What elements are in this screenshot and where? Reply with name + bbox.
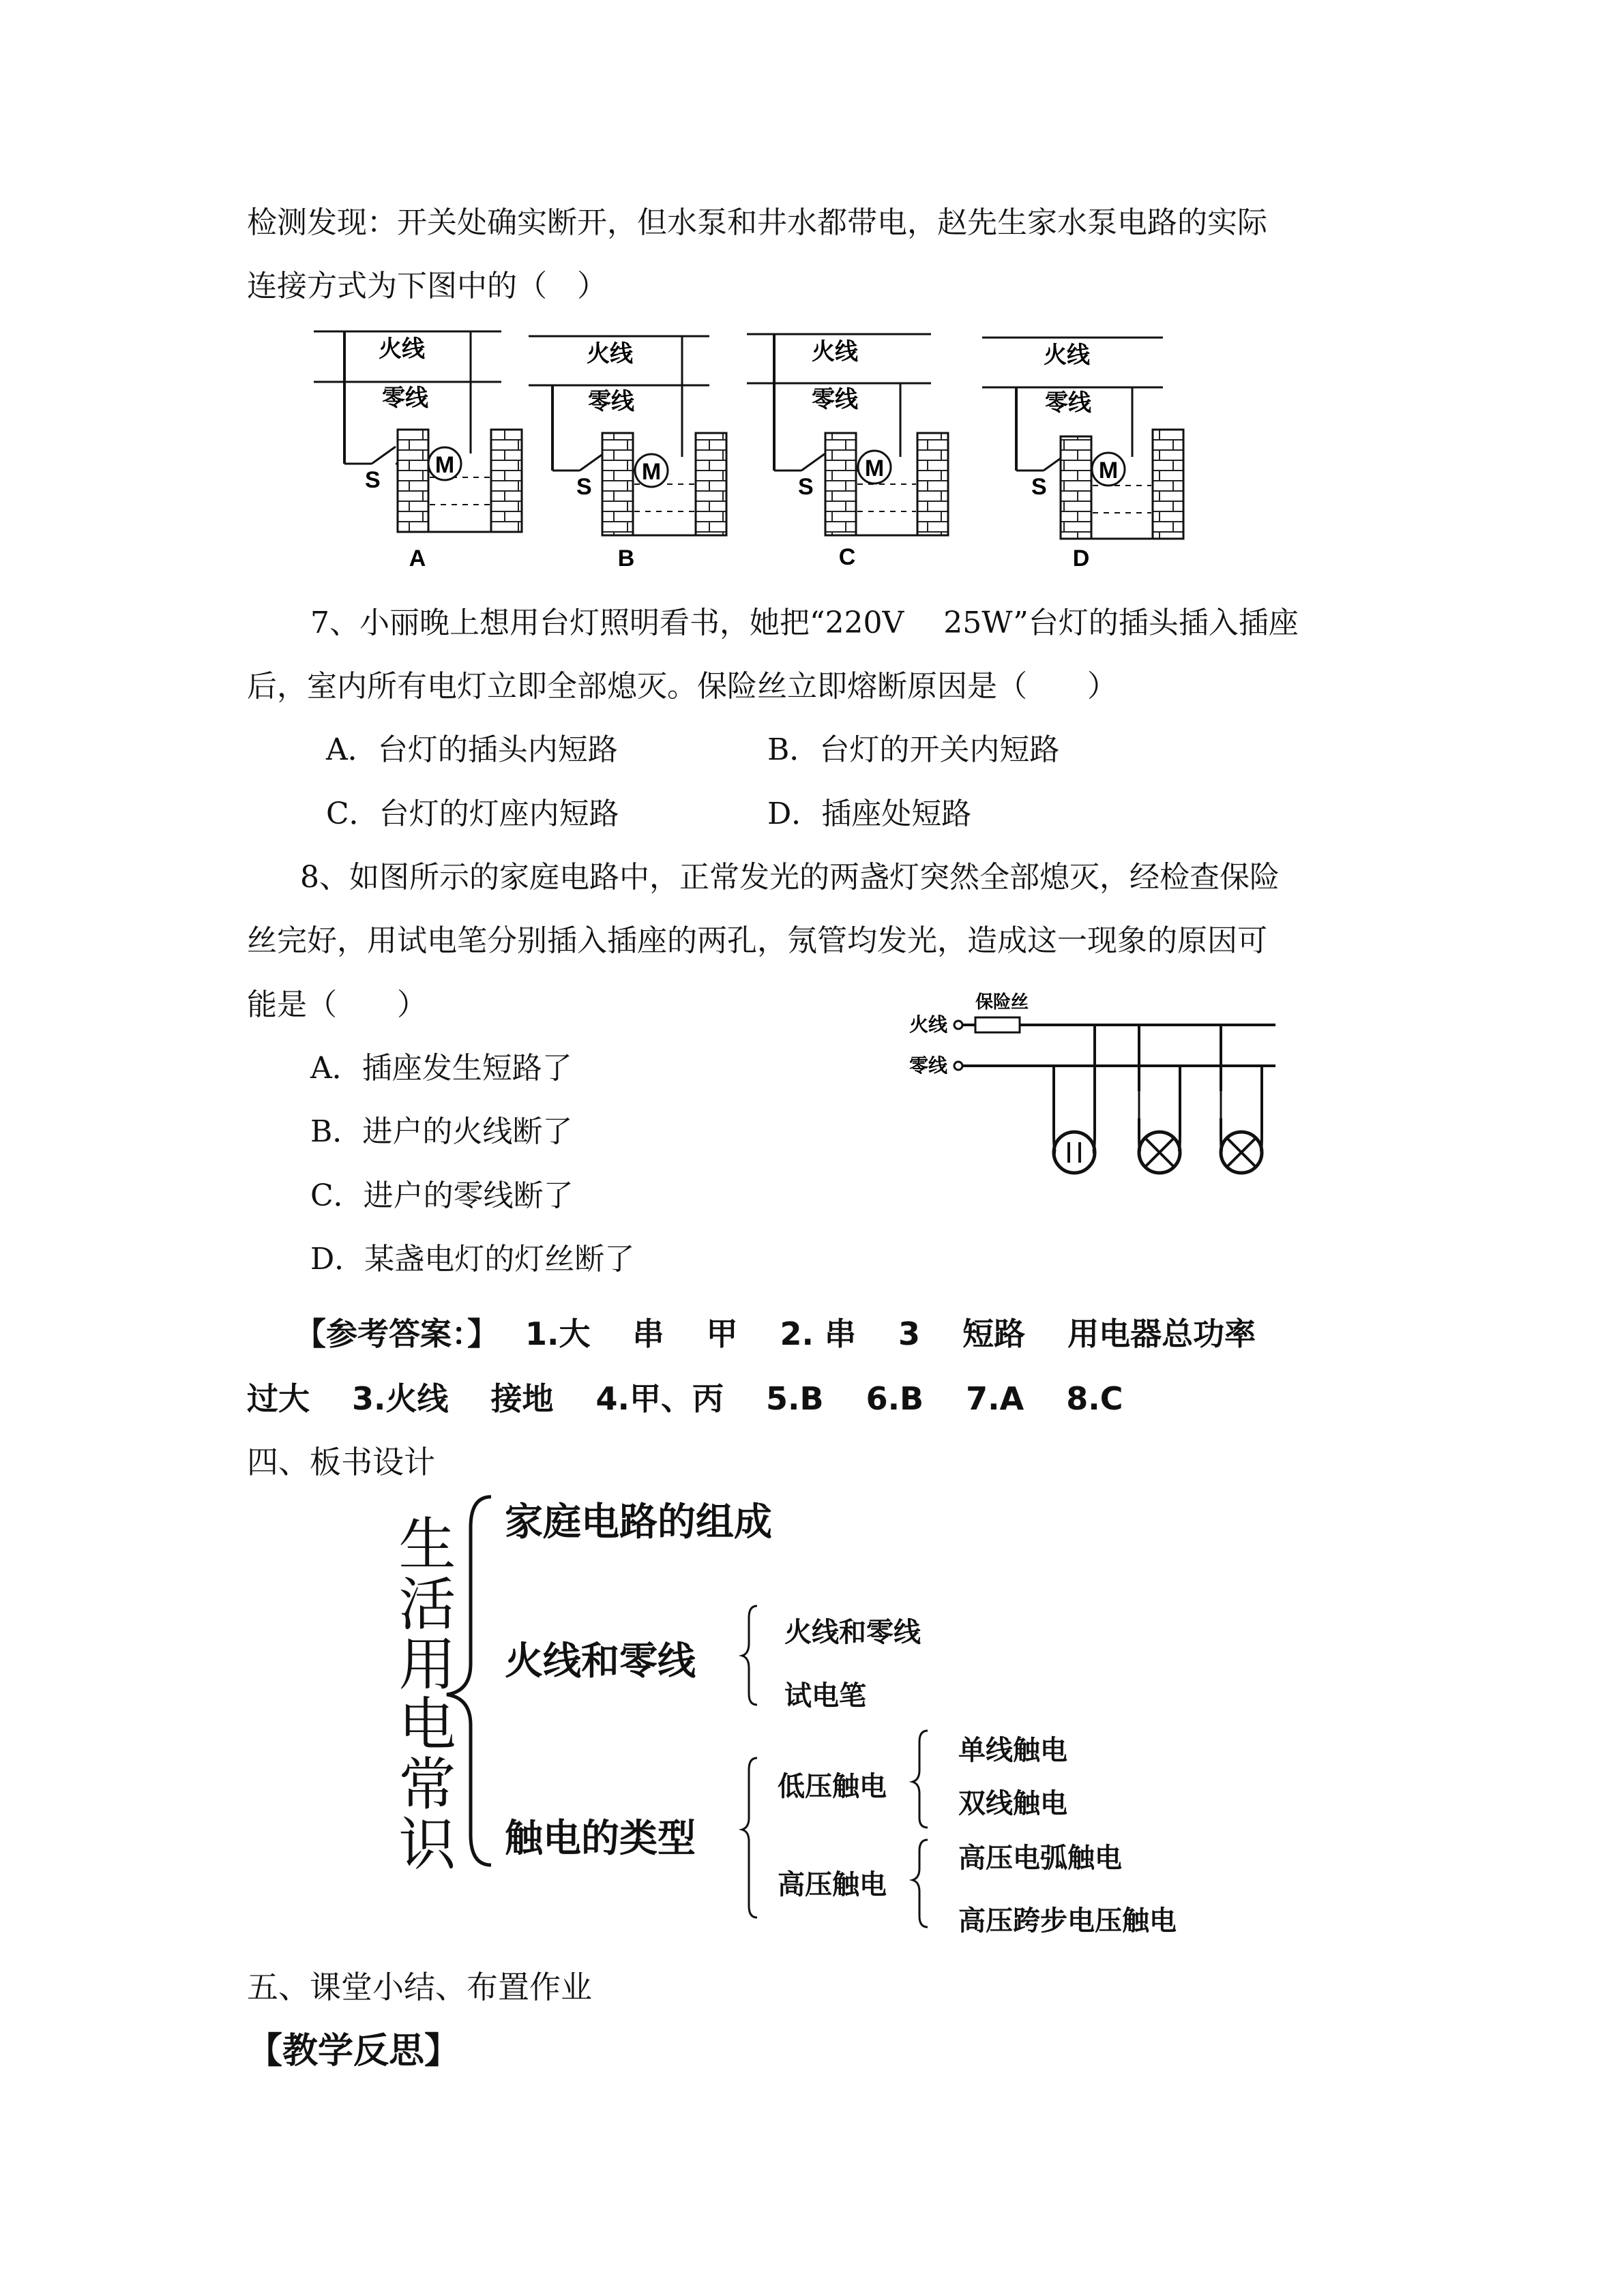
switch-label: S — [365, 467, 381, 493]
q7-option-b: B．台灯的开关内短路 — [767, 732, 1060, 767]
switch-label: S — [798, 474, 814, 500]
section-5-heading: 五、课堂小结、布置作业 — [247, 1969, 592, 2006]
q7-option-c: C．台灯的灯座内短路 — [326, 796, 619, 831]
board-wires-sub-2: 试电笔 — [784, 1680, 866, 1712]
live-label: 火线 — [812, 338, 858, 366]
q6-line-1: 检测发现：开关处确实断开，但水泵和井水都带电，赵先生家水泵电路的实际 — [247, 205, 1267, 240]
board-low-sub-2: 双线触电 — [958, 1788, 1067, 1819]
q8-line-1: 8、如图所示的家庭电路中，正常发光的两盏灯突然全部熄灭，经检查保险 — [300, 860, 1280, 895]
q8-fuse-label: 保险丝 — [975, 992, 1029, 1013]
board-wires-sub-1: 火线和零线 — [784, 1617, 921, 1648]
q6-line-2: 连接方式为下图中的（ ） — [247, 269, 607, 303]
neutral-label: 零线 — [588, 388, 634, 415]
figure-label-d: D — [1072, 546, 1090, 571]
wires-brace — [742, 1606, 757, 1705]
section-4-heading: 四、板书设计 — [247, 1444, 435, 1480]
board-wires: 火线和零线 — [505, 1639, 696, 1684]
neutral-label: 零线 — [382, 385, 428, 412]
figure-label-b: B — [617, 546, 635, 571]
q8-line-2: 丝完好，用试电笔分别插入插座的两孔，氖管均发光，造成这一现象的原因可 — [247, 923, 1267, 958]
board-high-sub-1: 高压电弧触电 — [958, 1843, 1122, 1874]
board-high-voltage: 高压触电 — [778, 1869, 887, 1900]
q7-option-d: D．插座处短路 — [767, 796, 972, 831]
board-root: 生活用电常识 — [389, 1514, 456, 1874]
q7-line-1: 7、小丽晚上想用台灯照明看书，她把“220V 25W”台灯的插头插入插座 — [310, 606, 1299, 640]
shock-brace — [742, 1758, 757, 1918]
live-label: 火线 — [1044, 342, 1090, 369]
answers-line-2: 过大 3.火线 接地 4.甲、丙 5.B 6.B 7.A 8.C — [247, 1380, 1123, 1417]
high-brace — [913, 1840, 928, 1927]
neutral-label: 零线 — [1045, 389, 1091, 417]
motor-label: M — [641, 459, 662, 485]
live-label: 火线 — [379, 336, 425, 363]
q8-option-b: B．进户的火线断了 — [310, 1114, 573, 1149]
live-label: 火线 — [587, 340, 633, 368]
board-low-sub-1: 单线触电 — [958, 1735, 1067, 1766]
q7-line-2: 后，室内所有电灯立即全部熄灭。保险丝立即熔断原因是（ ） — [247, 669, 1117, 704]
q8-option-c: C．进户的零线断了 — [310, 1178, 574, 1213]
q8-live-label: 火线 — [909, 1013, 948, 1036]
q8-option-a: A．插座发生短路了 — [310, 1051, 572, 1086]
figure-label-c: C — [838, 544, 856, 570]
motor-label: M — [864, 456, 885, 481]
q8-line-3: 能是（ ） — [247, 987, 427, 1022]
switch-label: S — [576, 474, 592, 500]
board-composition: 家庭电路的组成 — [505, 1500, 772, 1545]
low-brace — [913, 1731, 928, 1828]
board-high-sub-2: 高压跨步电压触电 — [958, 1905, 1177, 1937]
q7-option-a: A．台灯的插头内短路 — [326, 732, 618, 767]
q8-option-d: D．某盏电灯的灯丝断了 — [310, 1242, 635, 1277]
answers-line-1: 【参考答案：】 1.大 串 甲 2. 串 3 短路 用电器总功率 — [295, 1315, 1256, 1352]
figure-label-a: A — [409, 546, 426, 571]
neutral-label: 零线 — [812, 386, 858, 413]
board-shock-types: 触电的类型 — [505, 1817, 696, 1861]
teaching-reflection-heading: 【教学反思】 — [247, 2031, 460, 2072]
motor-label: M — [434, 452, 455, 478]
board-low-voltage: 低压触电 — [778, 1771, 887, 1802]
switch-label: S — [1031, 474, 1047, 500]
main-brace — [447, 1497, 491, 1865]
q8-neutral-label: 零线 — [909, 1054, 948, 1077]
motor-label: M — [1098, 458, 1119, 483]
